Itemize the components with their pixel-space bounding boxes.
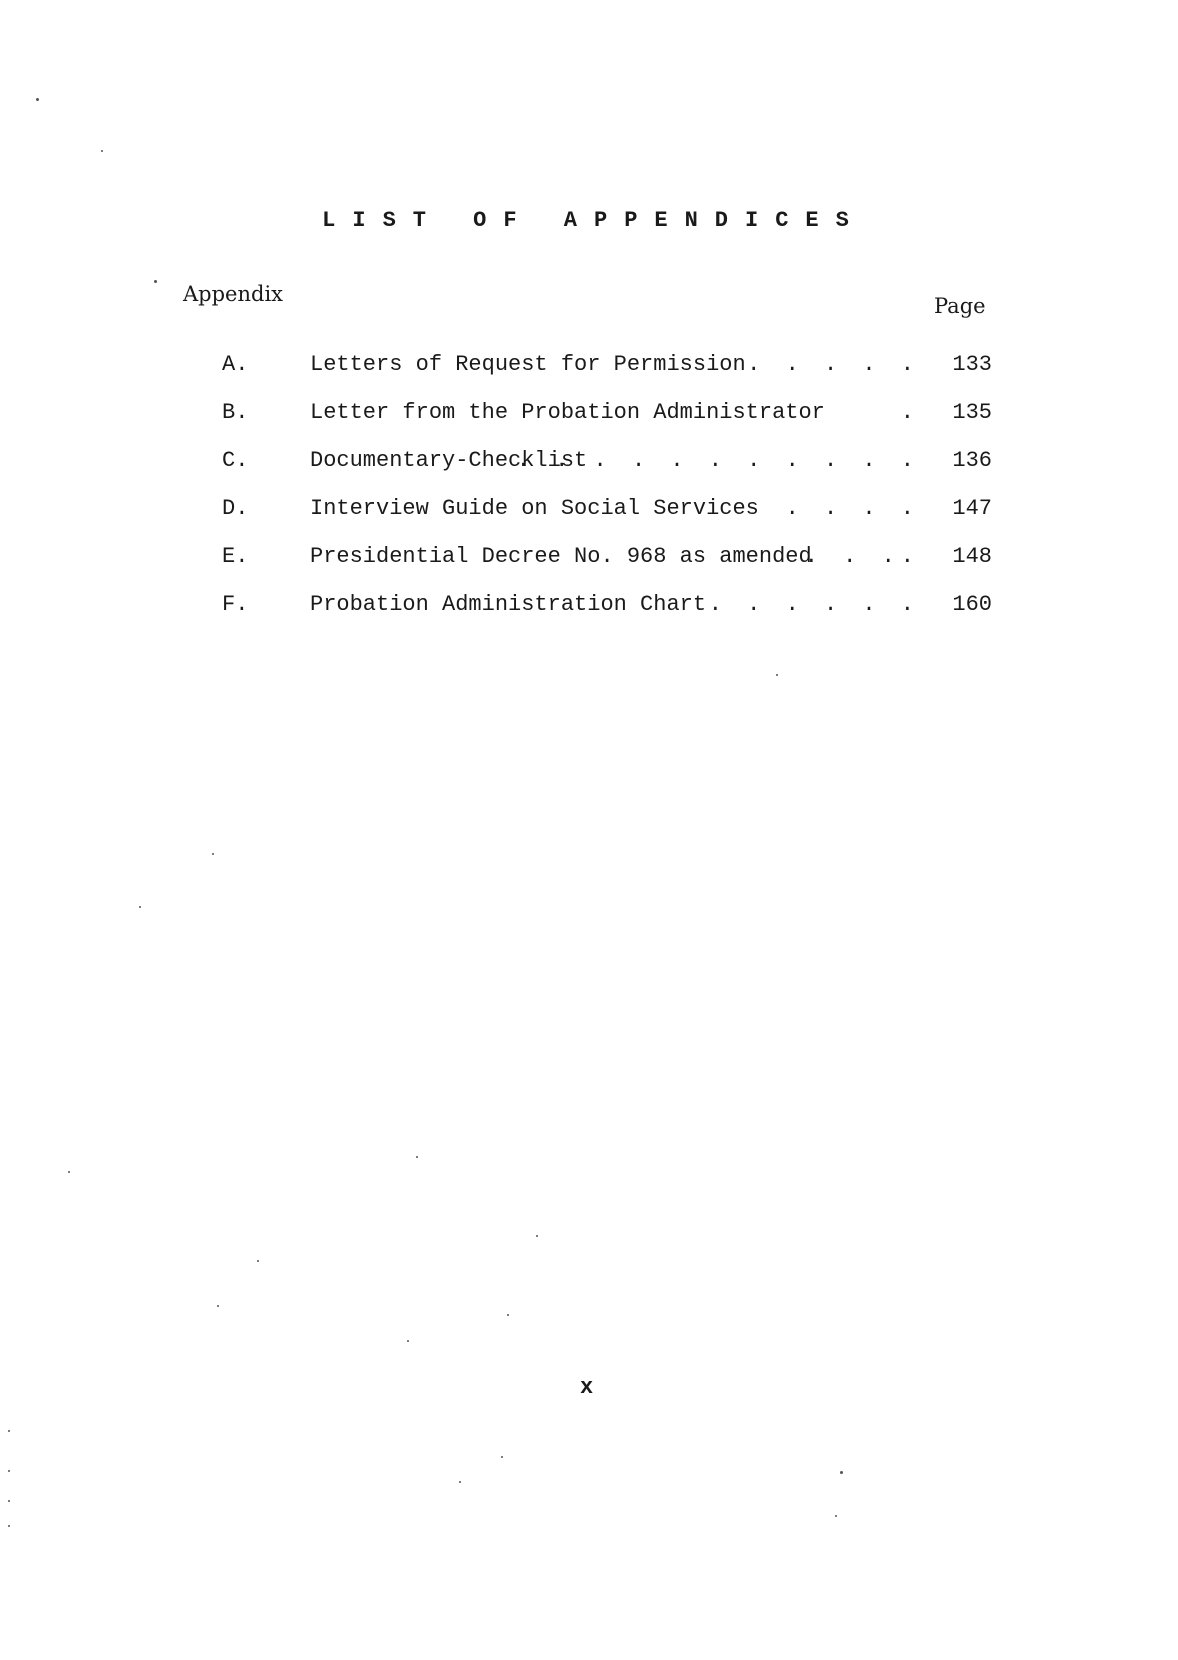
scan-speck xyxy=(407,1340,409,1342)
entry-leader: . . . . . . xyxy=(708,592,920,617)
appendix-entry-a xyxy=(222,352,1002,400)
entry-leader: . xyxy=(900,400,920,425)
entry-label: Letter from the Probation Administrator xyxy=(310,400,825,425)
scan-speck xyxy=(36,98,39,101)
scan-speck xyxy=(8,1430,10,1432)
entry-letter: A. xyxy=(222,352,249,377)
scan-speck xyxy=(139,906,141,908)
scan-speck xyxy=(459,1481,461,1483)
page-column-heading: Page xyxy=(934,294,986,318)
appendix-entry-d xyxy=(222,496,1002,544)
scan-speck xyxy=(840,1471,843,1474)
scan-speck xyxy=(536,1235,538,1237)
entry-page-number: 133 xyxy=(952,352,992,377)
appendix-entry-f xyxy=(222,592,1002,640)
scan-speck xyxy=(8,1470,10,1472)
entry-leader: . . . . xyxy=(785,496,920,521)
entry-leader: . . . . . xyxy=(747,352,920,377)
appendix-entry-e xyxy=(222,544,1002,592)
entry-label: Presidential Decree No. 968 as amended xyxy=(310,544,812,569)
scan-speck xyxy=(8,1525,10,1527)
entry-letter: C. xyxy=(222,448,249,473)
scan-speck xyxy=(416,1156,418,1158)
appendix-entry-b xyxy=(222,400,1002,448)
entry-label: Interview Guide on Social Services xyxy=(310,496,759,521)
entry-leader: . . . . . . . . . . . xyxy=(516,448,920,473)
scan-speck xyxy=(101,150,103,152)
scan-speck xyxy=(68,1171,70,1173)
entry-letter: D. xyxy=(222,496,249,521)
entry-leader: . . .. xyxy=(804,544,920,569)
appendix-list xyxy=(222,352,1002,640)
scan-speck xyxy=(212,853,214,855)
entry-page-number: 148 xyxy=(952,544,992,569)
scan-speck xyxy=(835,1515,837,1517)
entry-letter: E. xyxy=(222,544,249,569)
scan-speck xyxy=(257,1260,259,1262)
entry-page-number: 136 xyxy=(952,448,992,473)
appendix-column-heading: Appendix xyxy=(183,282,284,306)
scan-speck xyxy=(217,1305,219,1307)
scan-speck xyxy=(154,280,157,283)
scan-speck xyxy=(507,1314,509,1316)
entry-label: Probation Administration Chart xyxy=(310,592,707,617)
page-title: LIST OF APPENDICES xyxy=(322,208,866,233)
entry-label: Documentary-Checklist xyxy=(310,448,588,473)
page-folio: x xyxy=(580,1375,594,1400)
scan-speck xyxy=(501,1456,503,1458)
appendix-entry-c xyxy=(222,448,1002,496)
entry-page-number: 135 xyxy=(952,400,992,425)
entry-page-number: 160 xyxy=(952,592,992,617)
entry-label: Letters of Request for Permission xyxy=(310,352,746,377)
scan-speck xyxy=(776,674,778,676)
scan-speck xyxy=(8,1500,10,1502)
entry-page-number: 147 xyxy=(952,496,992,521)
entry-letter: B. xyxy=(222,400,249,425)
entry-letter: F. xyxy=(222,592,249,617)
